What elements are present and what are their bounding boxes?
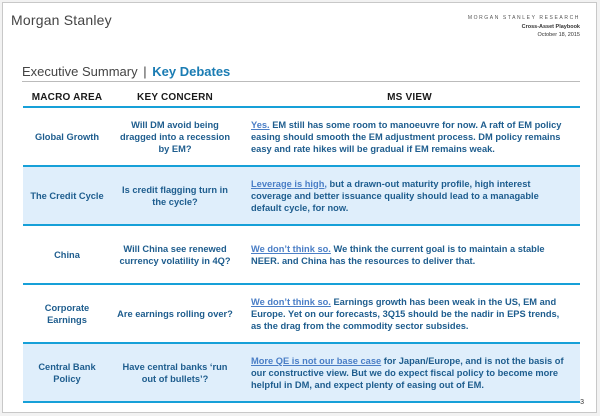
view-lead-link[interactable]: Yes. (251, 119, 270, 130)
key-concern-cell: Will DM avoid being dragged into a recession by EM? (119, 119, 231, 154)
macro-area-cell: The Credit Cycle (30, 190, 104, 201)
header-macro-area: MACRO AREA (31, 92, 103, 103)
publication-date: October 18, 2015 (537, 32, 580, 38)
slide (2, 2, 597, 413)
view-lead-link[interactable]: We don’t think so. (251, 243, 331, 254)
view-lead-link[interactable]: Leverage is high, (251, 178, 327, 189)
research-header (468, 15, 580, 38)
ms-view-cell (239, 108, 580, 165)
view-lead-link[interactable]: More QE is not our base case (251, 355, 382, 366)
title-separator: | (143, 64, 147, 79)
ms-view-cell (239, 226, 580, 283)
table-header-row (23, 89, 580, 106)
table-row (23, 226, 580, 283)
key-debates-table (23, 89, 580, 403)
table-row (23, 167, 580, 224)
title-prefix: Executive Summary (22, 64, 138, 79)
view-text: but a drawn-out maturity profile, high interest coverage and better issuance quality should lead to a managable default cycle, for now. (251, 178, 539, 213)
publication-name: Cross-Asset Playbook (521, 24, 580, 30)
macro-area-cell: Corporate Earnings (44, 302, 90, 325)
title-divider (22, 81, 580, 82)
row-rule (23, 401, 580, 403)
view-text: Earnings growth has been weak in the US, EM and Europe. Yet on our forecasts, 3Q15 should be the nadir in EPS trends, as the drag from the commodity sector subsides. (251, 296, 560, 331)
title-highlight: Key Debates (152, 64, 231, 79)
macro-area-cell: China (54, 249, 80, 260)
key-concern-cell: Will China see renewed currency volatility in 4Q? (119, 243, 231, 266)
header-key-concern: KEY CONCERN (137, 92, 213, 103)
key-concern-cell: Have central banks ‘run out of bullets’? (122, 361, 228, 384)
header-ms-view: MS VIEW (387, 92, 432, 103)
view-text: for Japan/Europe, and is not the basis of our constructive view. But we do expect fiscal policy to become more helpful in DM, and expect plenty of easing out of EM. (251, 355, 564, 390)
ms-view-cell (239, 285, 580, 342)
macro-area-cell: Global Growth (34, 131, 100, 142)
page-number: 3 (580, 399, 584, 406)
morgan-stanley-logo: Morgan Stanley (11, 12, 112, 28)
view-text: EM still has some room to manoeuvre for now. A raft of EM policy easing should smooth the EM adjustment process. DM policy remains easy and rate hikes will be gradual if EM remains weak. (251, 119, 562, 154)
ms-view-cell (239, 167, 580, 224)
view-lead-link[interactable]: We don’t think so. (251, 296, 331, 307)
table-row (23, 344, 580, 401)
key-concern-cell: Is credit flagging turn in the cycle? (122, 184, 228, 207)
key-concern-cell: Are earnings rolling over? (117, 308, 233, 319)
view-text: We think the current goal is to maintain a stable NEER. and China has the resources to deliver that. (251, 243, 545, 266)
macro-area-cell: Central Bank Policy (38, 361, 96, 384)
ms-view-cell (239, 344, 580, 401)
table-row (23, 285, 580, 342)
research-label: MORGAN STANLEY RESEARCH (467, 15, 580, 21)
table-row (23, 108, 580, 165)
page-title (22, 64, 230, 79)
